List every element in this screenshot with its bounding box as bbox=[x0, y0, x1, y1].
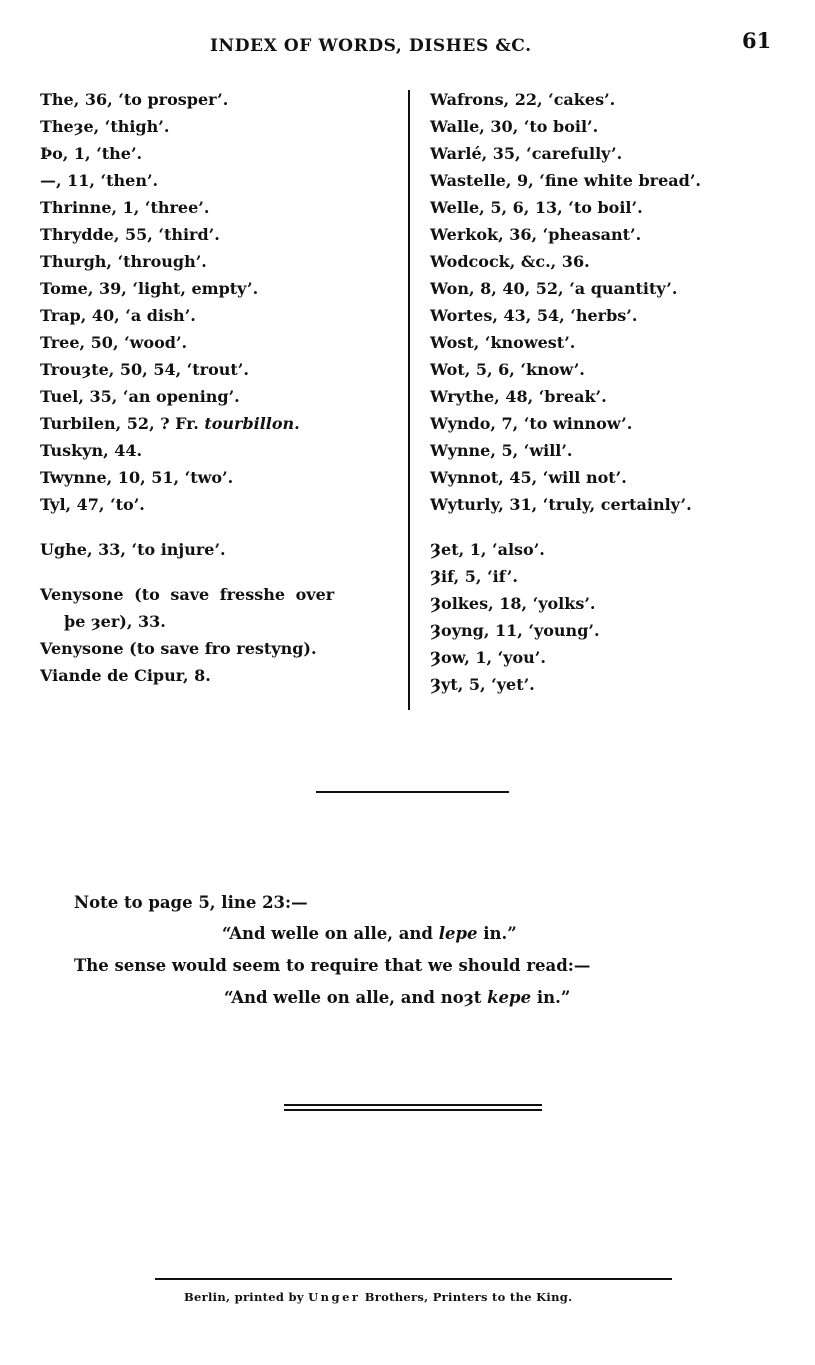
section-gap bbox=[430, 518, 805, 536]
note-explanation: The sense would seem to require that we should read:— bbox=[74, 956, 591, 975]
index-column-left bbox=[40, 86, 395, 689]
printer-imprint bbox=[184, 1290, 572, 1304]
imprint-text: Berlin, printed by bbox=[184, 1290, 309, 1304]
index-entry: Tuel, 35, ‘an opening’. bbox=[40, 387, 240, 406]
index-entry: The, 36, ‘to prosper’. bbox=[40, 90, 229, 109]
index-entry: Wrythe, 48, ‘break’. bbox=[430, 387, 607, 406]
note-quote-text: in.” bbox=[531, 988, 571, 1007]
index-entry: Warlé, 35, ‘carefully’. bbox=[430, 144, 623, 163]
index-entry: Tome, 39, ‘light, empty’. bbox=[40, 279, 259, 298]
index-entry: Twynne, 10, 51, ‘two’. bbox=[40, 468, 234, 487]
note-quote-text: in.” bbox=[477, 924, 517, 943]
column-divider bbox=[408, 90, 410, 710]
page-number: 61 bbox=[742, 28, 772, 53]
index-entry: Won, 8, 40, 52, ‘a quantity’. bbox=[430, 279, 678, 298]
index-entry-text: Turbilen, 52, ? Fr. bbox=[40, 414, 205, 433]
index-entry bbox=[40, 410, 395, 437]
index-entry: Wot, 5, 6, ‘know’. bbox=[430, 360, 585, 379]
footer-rule bbox=[155, 1278, 672, 1280]
index-entry: Þo, 1, ‘the’. bbox=[40, 144, 143, 163]
note-quote-text: “And welle on alle, and noȝt bbox=[224, 988, 488, 1007]
index-entry: Ughe, 33, ‘to injure’. bbox=[40, 540, 226, 559]
index-entry: Venysone (to save fresshe over bbox=[40, 585, 335, 604]
index-entry: Venysone (to save fro restyng). bbox=[40, 639, 317, 658]
index-entry: Wyndo, 7, ‘to winnow’. bbox=[430, 414, 633, 433]
double-rule-bottom bbox=[284, 1109, 542, 1111]
section-gap bbox=[40, 518, 395, 536]
index-entry: Wodcock, &c., 36. bbox=[430, 252, 590, 271]
index-entry: Ȝoyng, 11, ‘young’. bbox=[430, 621, 600, 640]
index-entry-italic: tourbillon. bbox=[204, 414, 300, 433]
index-entry: Ȝyt, 5, ‘yet’. bbox=[430, 675, 535, 694]
note-quote-corrected bbox=[224, 988, 570, 1007]
note-quote-italic: lepe bbox=[438, 924, 478, 943]
index-entry: Wyturly, 31, ‘truly, certainly’. bbox=[430, 495, 692, 514]
index-entry: Thrydde, 55, ‘third’. bbox=[40, 225, 220, 244]
index-entry: Tyl, 47, ‘to’. bbox=[40, 495, 145, 514]
note-heading: Note to page 5, line 23:— bbox=[74, 893, 308, 912]
section-gap bbox=[40, 563, 395, 581]
index-entry: Wortes, 43, 54, ‘herbs’. bbox=[430, 306, 638, 325]
index-entry: Wynnot, 45, ‘will not’. bbox=[430, 468, 627, 487]
index-entry: Wastelle, 9, ‘fine white bread’. bbox=[430, 171, 701, 190]
index-entry-continuation: þe ȝer), 33. bbox=[64, 612, 166, 631]
index-entry: Thrinne, 1, ‘three’. bbox=[40, 198, 210, 217]
note-quote-text: “And welle on alle, and bbox=[222, 924, 439, 943]
index-entry: Werkok, 36, ‘pheasant’. bbox=[430, 225, 642, 244]
double-rule-top bbox=[284, 1104, 542, 1106]
index-entry: Tree, 50, ‘wood’. bbox=[40, 333, 188, 352]
note-quote-original bbox=[222, 924, 517, 943]
section-divider-rule bbox=[316, 791, 509, 793]
index-entry: —, 11, ‘then’. bbox=[40, 171, 159, 190]
index-entry: Trap, 40, ‘a dish’. bbox=[40, 306, 196, 325]
index-entry: Ȝow, 1, ‘you’. bbox=[430, 648, 546, 667]
index-entry: Wost, ‘knowest’. bbox=[430, 333, 576, 352]
index-entry: Welle, 5, 6, 13, ‘to boil’. bbox=[430, 198, 643, 217]
index-entry: Tuskyn, 44. bbox=[40, 441, 143, 460]
running-header-title: INDEX OF WORDS, DISHES &C. bbox=[210, 36, 532, 56]
index-column-right bbox=[430, 86, 805, 698]
note-quote-italic: kepe bbox=[487, 988, 532, 1007]
imprint-text: Brothers, Printers to the King. bbox=[360, 1290, 573, 1304]
index-entry: Viande de Cipur, 8. bbox=[40, 666, 211, 685]
index-entry: Ȝet, 1, ‘also’. bbox=[430, 540, 545, 559]
imprint-name: Unger bbox=[308, 1290, 361, 1304]
index-entry: Ȝif, 5, ‘if’. bbox=[430, 567, 518, 586]
index-entry: Walle, 30, ‘to boil’. bbox=[430, 117, 599, 136]
index-entry: Wynne, 5, ‘will’. bbox=[430, 441, 573, 460]
index-entry: Trouȝte, 50, 54, ‘trout’. bbox=[40, 360, 249, 379]
index-entry: Thurgh, ‘through’. bbox=[40, 252, 207, 271]
index-entry: Wafrons, 22, ‘cakes’. bbox=[430, 90, 616, 109]
index-entry: Theȝe, ‘thigh’. bbox=[40, 117, 170, 136]
index-entry: Ȝolkes, 18, ‘yolks’. bbox=[430, 594, 596, 613]
